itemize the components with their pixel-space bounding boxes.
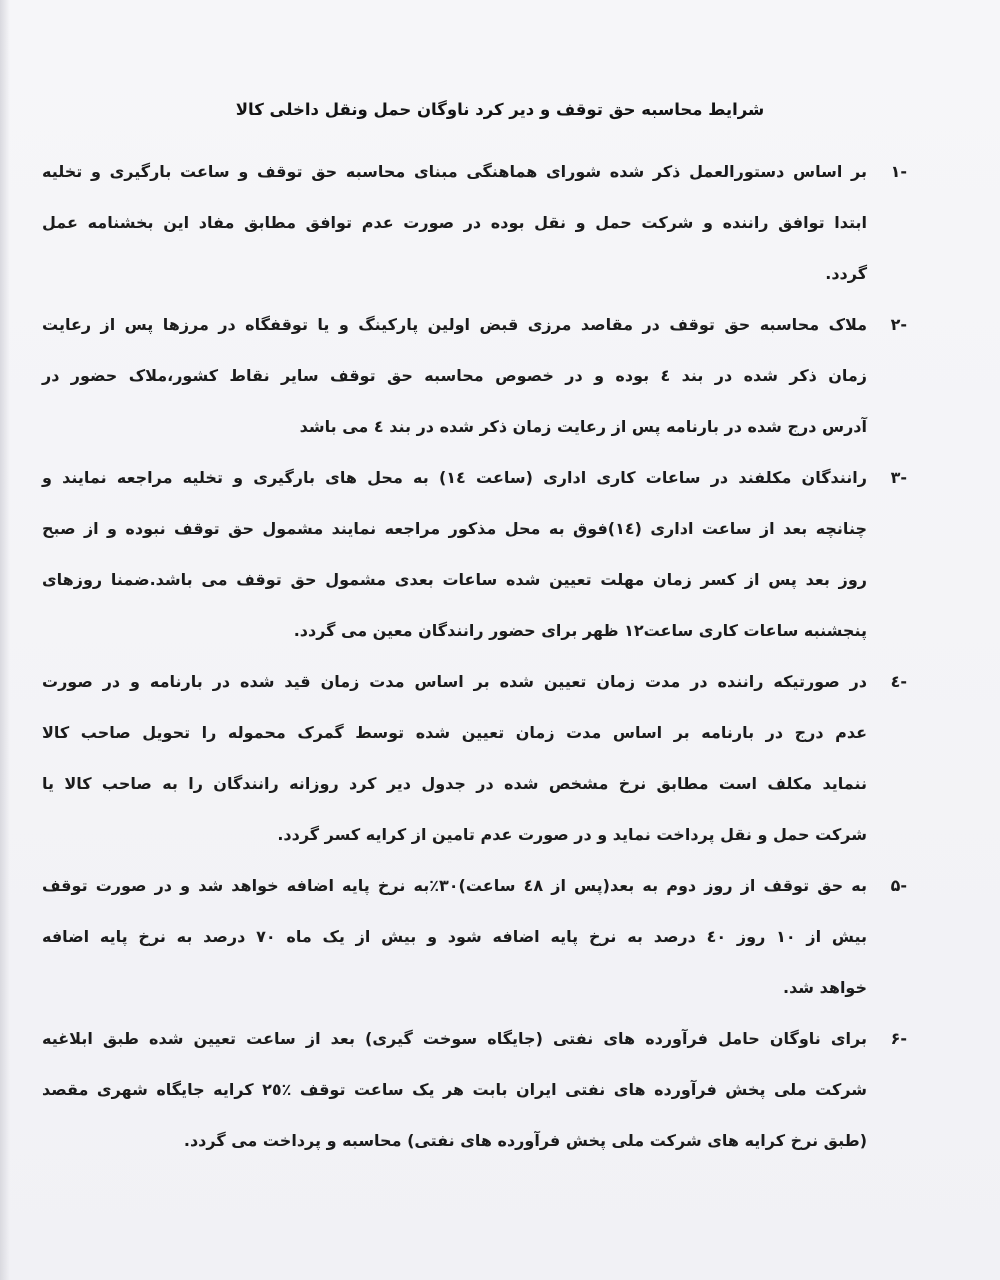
clause-line: چنانچه بعد از ساعت اداری (١٤)فوق به محل مذکور مراجعه نمایند مشمول حق توقف نبوده و از صبح xyxy=(42,519,868,538)
clause-line: زمان ذکر شده در بند ٤ بوده و در خصوص محاسبه حق توقف سایر نقاط کشور،ملاک حضور در xyxy=(42,366,867,385)
clause-line: در صورتیکه راننده در مدت زمان تعیین شده بر اساس مدت زمان قید شده در بارنامه و در صورت xyxy=(42,672,867,691)
clause-line: روز بعد پس از کسر زمان مهلت تعیین شده ساعات بعدی مشمول حق توقف می باشد.ضمنا روزهای xyxy=(42,570,867,589)
clause-line: رانندگان مکلفند در ساعات کاری اداری (ساعت ١٤) به محل های بارگیری و تخلیه مراجعه نمایند و xyxy=(42,468,867,487)
clause-text xyxy=(42,146,867,299)
clause-line: بیش از ١٠ روز ٤٠ درصد به نرخ پایه اضافه شود و بیش از یک ماه ٧٠ درصد به نرخ پایه اضافه xyxy=(42,927,867,946)
clause-line: پنجشنبه ساعات کاری ساعت١٢ ظهر برای حضور رانندگان معین می گردد. xyxy=(293,621,867,640)
clause-line: عدم درج در بارنامه بر اساس مدت زمان تعیین شده توسط گمرک محموله را تحویل صاحب کالا xyxy=(42,723,867,742)
clause-line: برای ناوگان حامل فرآورده های نفتی (جایگاه سوخت گیری) بعد از ساعت تعیین شده طبق ابلاغیه xyxy=(42,1029,867,1048)
clause-line: (طبق نرخ کرایه های شرکت ملی پخش فرآورده های نفتی) محاسبه و پرداخت می گردد. xyxy=(183,1131,867,1150)
clause-text xyxy=(42,656,867,860)
clause-1 xyxy=(42,146,907,299)
scan-shadow-edge xyxy=(0,0,10,1280)
clause-number: -۱ xyxy=(890,162,907,181)
clause-number: -۵ xyxy=(890,876,907,895)
clause-line: ملاک محاسبه حق توقف در مقاصد مرزی قبض اولین پارکینگ و یا توقفگاه در مرزها پس از رعایت xyxy=(42,315,867,334)
clause-text xyxy=(42,1013,867,1166)
clause-number: -۶ xyxy=(890,1029,907,1048)
clause-5 xyxy=(42,860,907,1013)
clause-number: -۳ xyxy=(890,468,907,487)
clause-line: شرکت حمل و نقل پرداخت نماید و در صورت عدم تامین از کرایه کسر گردد. xyxy=(277,825,867,844)
clause-text xyxy=(42,452,867,656)
clause-line: گردد. xyxy=(825,264,867,283)
clause-number: -٤ xyxy=(890,672,907,691)
clause-line: ابتدا توافق راننده و شرکت حمل و نقل بوده در صورت عدم توافق مطابق مفاد این بخشنامه عمل xyxy=(42,213,867,232)
clause-line: خواهد شد. xyxy=(782,978,867,997)
clause-line: به حق توقف از روز دوم به بعد(پس از ٤٨ ساعت)٣٠٪به نرخ پایه اضافه خواهد شد و در صورت توقف xyxy=(42,876,867,895)
clause-line: آدرس درج شده در بارنامه پس از رعایت زمان ذکر شده در بند ٤ می باشد xyxy=(299,417,867,436)
clause-line: شرکت ملی پخش فرآورده های نفتی ایران بابت هر یک ساعت توقف ٪٢٥ کرایه جایگاه شهری مقصد xyxy=(42,1080,868,1099)
clause-line: بر اساس دستورالعمل ذکر شده شورای هماهنگی مبنای محاسبه حق توقف و ساعت بارگیری و تخلیه xyxy=(42,162,867,181)
document-title: شرایط محاسبه حق توقف و دیر کرد ناوگان حمل ونقل داخلی کالا xyxy=(235,100,765,119)
clause-4 xyxy=(42,656,907,860)
clause-6 xyxy=(42,1013,907,1166)
clause-line: ننماید مکلف است مطابق نرخ مشخص شده در جدول دیر کرد روزانه رانندگان را به صاحب کالا یا xyxy=(42,774,867,793)
clause-number: -۲ xyxy=(890,315,907,334)
clause-text xyxy=(42,299,867,452)
clause-text xyxy=(42,860,867,1013)
clause-2 xyxy=(42,299,907,452)
clause-list xyxy=(42,146,907,1166)
clause-3 xyxy=(42,452,907,656)
